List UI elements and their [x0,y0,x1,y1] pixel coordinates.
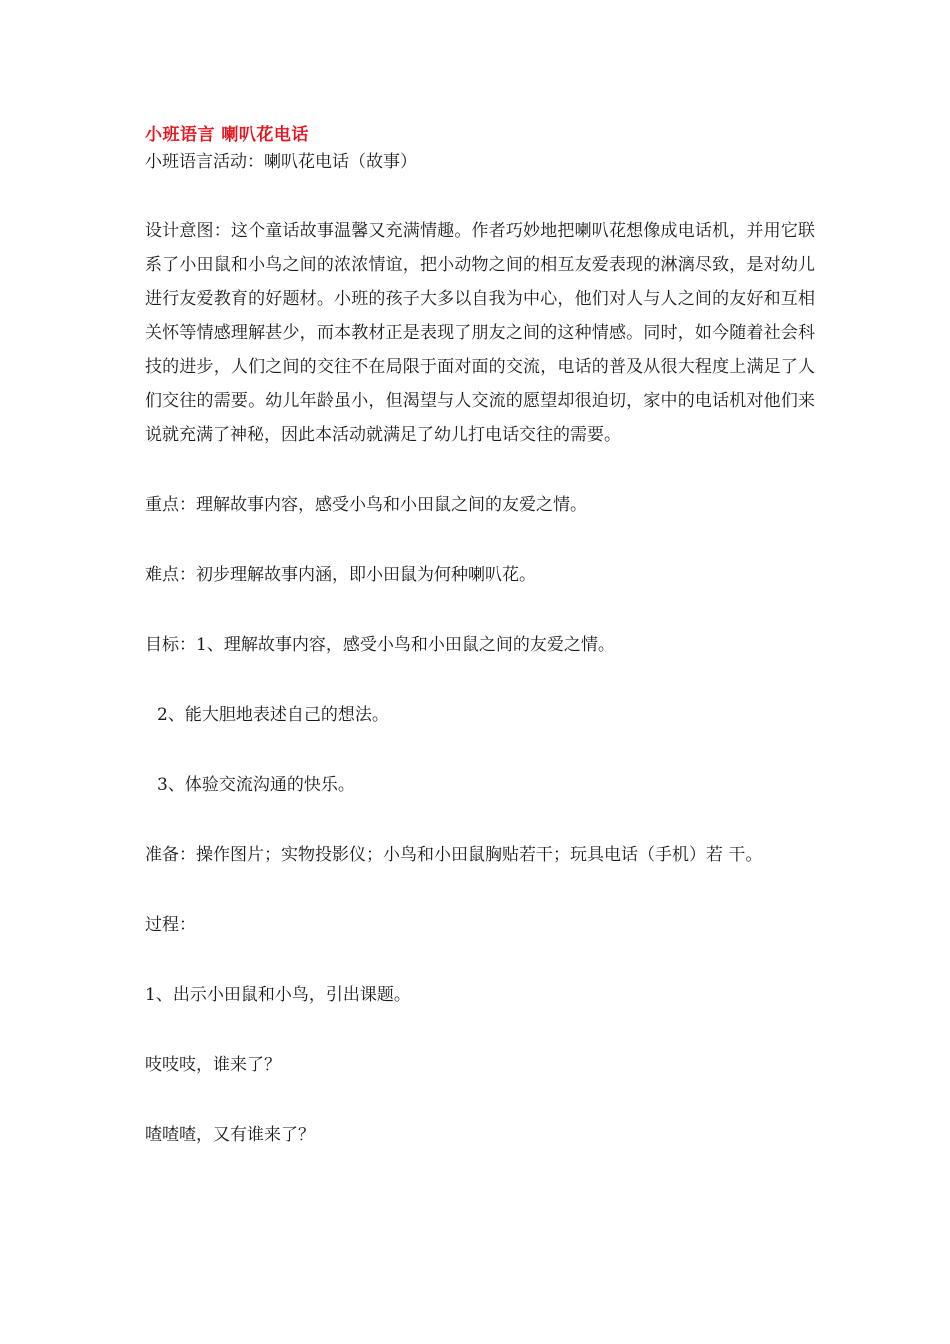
document-subtitle: 小班语言活动：喇叭花电话（故事） [145,152,417,172]
process-step-1: 1、出示小田鼠和小鸟，引出课题。 [145,985,411,1005]
goal-item-2: 2、能大胆地表述自己的想法。 [157,705,389,725]
goal-item-3: 3、体验交流沟通的快乐。 [157,775,355,795]
design-intent-paragraph: 设计意图：这个童话故事温馨又充满情趣。作者巧妙地把喇叭花想像成电话机，并用它联系了小田鼠和小鸟之间的浓浓情谊，把小动物之间的相互友爱表现的淋漓尽致，是对幼儿进行友爱教育的好题材。小班的孩子大多以自我为中心，他们对人与人之间的友好和互相关怀等情感理解甚少，而本教材正是表现了朋友之间的这种情感。同时，如今随着社会科技的进步，人们之间的交往不在局限于面对面的交流，电话的普及从很大程度上满足了人们交往的需要。幼儿年龄虽小，但渴望与人交流的愿望却很迫切，家中的电话机对他们来说就充满了神秘，因此本活动就满足了幼儿打电话交往的需要。 [145,221,815,445]
document-body [145,122,815,1152]
dialogue-line-1: 吱吱吱，谁来了？ [145,1055,281,1075]
process-heading: 过程： [145,915,196,935]
difficulty-paragraph: 难点：初步理解故事内涵，即小田鼠为何种喇叭花。 [145,565,536,585]
document-title: 小班语言 喇叭花电话 [145,125,309,145]
goal-item-1: 目标：1、理解故事内容，感受小鸟和小田鼠之间的友爱之情。 [145,635,615,655]
preparation-paragraph: 准备：操作图片；实物投影仪；小鸟和小田鼠胸贴若干；玩具电话（手机）若 干。 [145,845,763,865]
dialogue-line-2: 喳喳喳，又有谁来了？ [145,1125,315,1145]
key-point-paragraph: 重点：理解故事内容，感受小鸟和小田鼠之间的友爱之情。 [145,495,587,515]
